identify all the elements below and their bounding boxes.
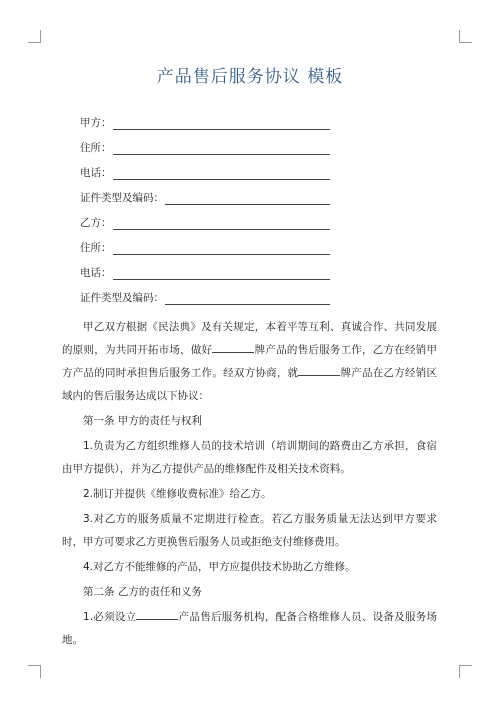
article-1-heading: 第一条 甲方的责任与权利 — [83, 415, 202, 427]
fill-in-line[interactable] — [113, 218, 331, 230]
field-label: 住所： — [80, 242, 112, 254]
crop-mark-bottom-right — [459, 665, 472, 678]
crop-mark-top-left — [28, 30, 41, 43]
document-title: 产品售后服务协议 模板 — [156, 67, 344, 87]
field-label: 证件类型及编码： — [80, 292, 164, 304]
field-label: 电话： — [80, 267, 112, 279]
brand-blank-1[interactable] — [212, 341, 254, 353]
party-b-id-field — [80, 288, 330, 305]
fill-in-line[interactable] — [113, 268, 331, 280]
party-b-name-field — [80, 213, 330, 230]
article-2-heading: 第二条 乙方的责任和义务 — [83, 586, 202, 598]
fill-in-line[interactable] — [113, 243, 331, 255]
article-1-item: 4.对乙方不能维修的产品，甲方应提供技术协助乙方维修。 — [83, 561, 356, 573]
party-a-phone-field — [80, 163, 330, 180]
party-a-id-field — [80, 188, 330, 205]
intro-text-3: 牌产品在乙方经销区域内的售后服务达成以下协议： — [62, 367, 438, 402]
article-1-item: 3.对乙方的服务质量不定期进行检查。若乙方服务质量无法达到甲方要求时，甲方可要求乙方更换售后服务人员或拒绝支付维修费用。 — [62, 513, 437, 548]
intro-paragraph — [62, 316, 437, 408]
article-1-item: 1.负责为乙方组织维修人员的技术培训（培训期间的路费由乙方承担，食宿由甲方提供），并为乙方提供产品的维修配件及相关技术资料。 — [62, 440, 437, 475]
party-a-name-field — [80, 113, 330, 130]
field-label: 甲方： — [80, 117, 112, 129]
intro-text-2: 牌产品的售后服务工作，乙方在经销甲方产品的同时承担售后服务工作。经双方协商，就 — [62, 344, 438, 379]
field-label: 住所： — [80, 142, 112, 154]
fill-in-line[interactable] — [165, 193, 330, 205]
field-label: 证件类型及编码： — [80, 192, 164, 204]
crop-mark-bottom-left — [28, 665, 41, 678]
article-2-item-text-b: 产品售后服务机构，配备合格维修人员、设备及服务场地。 — [62, 611, 437, 646]
party-b-address-field — [80, 238, 330, 255]
agreement-body — [62, 316, 437, 654]
intro-text-1: 甲乙双方根据《民法典》及有关规定，本着平等互利、真诚合作、共同发展的原则，为共同开拓市场，做好 — [62, 321, 437, 356]
party-a-address-field — [80, 138, 330, 155]
service-blank[interactable] — [136, 608, 178, 620]
fill-in-line[interactable] — [113, 118, 331, 130]
article-2-item — [62, 606, 437, 652]
crop-mark-top-right — [459, 30, 472, 43]
party-b-phone-field — [80, 263, 330, 280]
field-label: 乙方： — [80, 217, 112, 229]
field-label: 电话： — [80, 167, 112, 179]
article-1-item: 2.制订并提供《维修收费标准》给乙方。 — [83, 488, 272, 500]
fill-in-line[interactable] — [113, 168, 331, 180]
party-info-fields — [80, 113, 330, 313]
brand-blank-2[interactable] — [298, 364, 340, 376]
fill-in-line[interactable] — [113, 143, 331, 155]
article-2-item-text-a: 1.必须设立 — [83, 611, 137, 623]
fill-in-line[interactable] — [165, 293, 330, 305]
